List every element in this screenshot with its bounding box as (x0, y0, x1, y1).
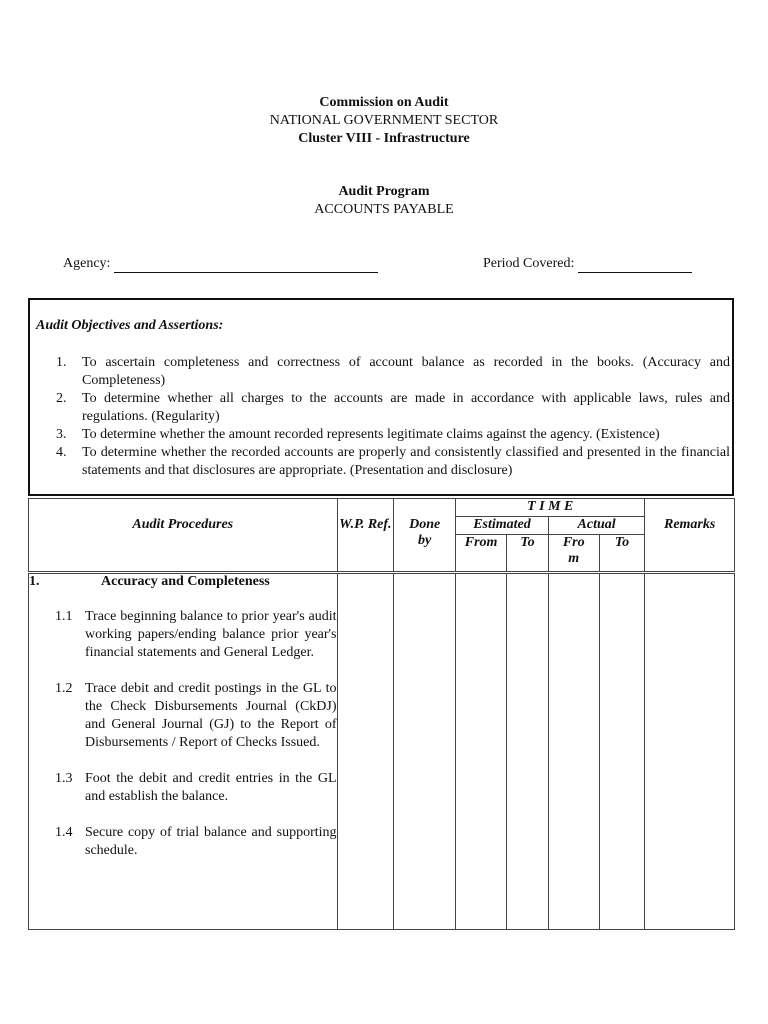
est-from-cell[interactable] (456, 573, 507, 930)
objectives-heading: Audit Objectives and Assertions: (36, 318, 224, 333)
header-actual: Actual (548, 517, 645, 535)
agency-blank[interactable] (114, 258, 378, 273)
done-by-cell[interactable] (394, 573, 456, 930)
procedure-item: 1.4 Secure copy of trial balance and supporting schedule. (55, 825, 337, 858)
agency-field (63, 255, 378, 273)
objective-item: 2. To determine whether all charges to the accounts are made in accordance with applicable laws, rules and regulations. (Regularity) (56, 391, 730, 424)
act-to-cell[interactable] (599, 573, 645, 930)
objective-item: 4. To determine whether the recorded accounts are properly and consistently classified and presented in the financial statements and that disclosures are appropriate. (Presentation and disclosure) (56, 445, 730, 478)
header-cluster: Cluster VIII - Infrastructure (298, 131, 470, 146)
wp-ref-cell[interactable] (337, 573, 394, 930)
remarks-cell[interactable] (645, 573, 735, 930)
header-remarks: Remarks (645, 499, 735, 573)
header-wp-ref: W.P. Ref. (337, 499, 394, 573)
header-est-to: To (507, 535, 549, 573)
header-est-from: From (456, 535, 507, 573)
period-blank[interactable] (578, 258, 692, 273)
procedure-item: 1.1 Trace beginning balance to prior year's audit working papers/ending balance prior year's financial statements and General Ledger. (55, 609, 337, 660)
est-to-cell[interactable] (507, 573, 549, 930)
procedure-item: 1.3 Foot the debit and credit entries in the GL and establish the balance. (55, 771, 337, 804)
header-act-to: To (599, 535, 645, 573)
agency-label: Agency: (63, 256, 111, 271)
section-heading: 1. Accuracy and Completeness (29, 574, 270, 589)
procedure-item: 1.2 Trace debit and credit postings in the GL to the Check Disbursements Journal (CkDJ) and General Journal (GJ) to the Report of Disbursements / Report of Checks Issued. (55, 681, 337, 750)
objective-item: 3. To determine whether the amount recorded represents legitimate claims against the agency. (Existence) (56, 427, 660, 442)
procedures-cell (29, 573, 338, 930)
period-label: Period Covered: (483, 256, 575, 271)
act-from-cell[interactable] (548, 573, 599, 930)
program-title: ACCOUNTS PAYABLE (314, 202, 454, 217)
objectives-box (28, 298, 734, 496)
header-agency: Commission on Audit (319, 95, 449, 110)
header-done-by: Done by (394, 499, 456, 573)
audit-procedures-table (28, 498, 735, 930)
header-act-from: Fro m (548, 535, 599, 573)
program-label: Audit Program (338, 184, 430, 199)
header-time: T I M E (456, 499, 645, 517)
header-estimated: Estimated (456, 517, 549, 535)
objective-item: 1. To ascertain completeness and correctness of account balance as recorded in the books. (Accuracy and Completeness) (56, 355, 730, 388)
objectives-list (56, 354, 730, 480)
header-procedures: Audit Procedures (29, 499, 338, 573)
header-sector: NATIONAL GOVERNMENT SECTOR (269, 113, 499, 128)
period-field (483, 255, 692, 273)
